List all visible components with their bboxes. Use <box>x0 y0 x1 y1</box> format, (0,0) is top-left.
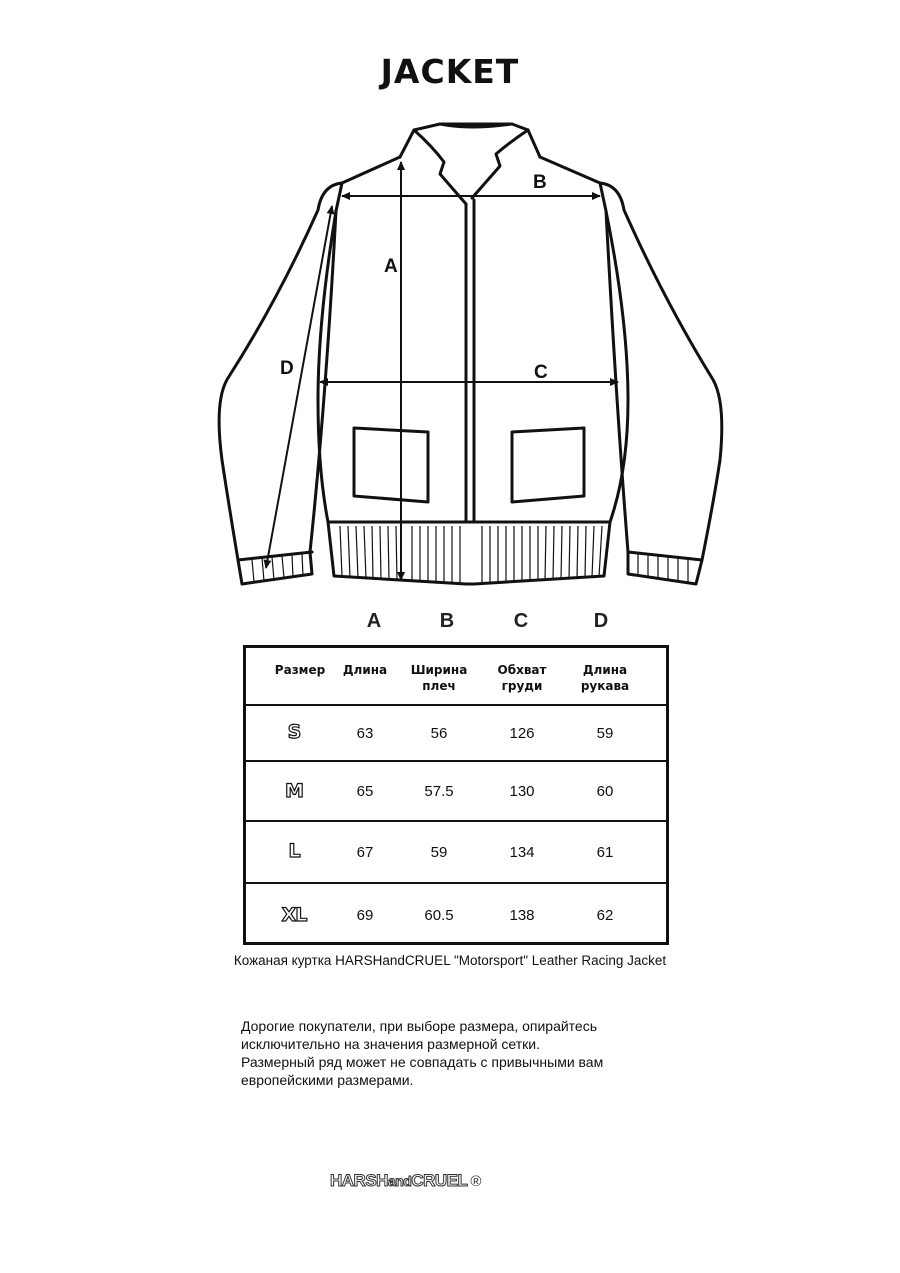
size-label: M <box>285 780 303 802</box>
header-shoulder: Ширина плеч <box>410 663 468 693</box>
column-letter-b: B <box>439 610 455 632</box>
value-sleeve: 59 <box>596 725 614 742</box>
value-length: 69 <box>356 907 374 924</box>
table-row <box>246 704 666 762</box>
table-row <box>246 882 666 944</box>
notice-line: Дорогие покупатели, при выборе размера, опирайтесь <box>241 1018 598 1034</box>
dimension-label-a: A <box>384 256 398 277</box>
table-row <box>246 820 666 884</box>
value-shoulder: 60.5 <box>424 907 454 924</box>
column-letter-a: A <box>366 610 382 632</box>
header-size: Размер <box>274 663 326 677</box>
value-shoulder: 57.5 <box>424 783 454 800</box>
notice-line: исключительно на значения размерной сетки. <box>241 1036 540 1052</box>
value-sleeve: 61 <box>596 844 614 861</box>
brand-part-cruel: CRUEL <box>411 1171 468 1190</box>
page-title: JACKET <box>380 52 520 91</box>
value-chest: 138 <box>509 907 535 924</box>
jacket-outline <box>219 124 722 584</box>
value-chest: 130 <box>509 783 535 800</box>
column-letter-d: D <box>593 610 609 632</box>
dimension-label-d: D <box>280 358 294 379</box>
column-letter-c: C <box>513 610 529 632</box>
dimension-label-c: C <box>534 362 548 383</box>
value-chest: 134 <box>509 844 535 861</box>
header-chest: Обхват груди <box>497 663 547 693</box>
size-label: XL <box>281 904 307 926</box>
header-length: Длина <box>342 663 388 677</box>
size-table <box>243 645 669 945</box>
header-sleeve: Длина рукава <box>580 663 630 693</box>
cuff-ribbing <box>252 553 688 582</box>
value-length: 65 <box>356 783 374 800</box>
arrow-d <box>266 206 332 568</box>
jacket-illustration <box>0 0 900 600</box>
waistband-ribbing <box>340 526 602 584</box>
size-label: S <box>287 721 301 743</box>
value-length: 63 <box>356 725 374 742</box>
column-letters <box>0 610 900 640</box>
value-length: 67 <box>356 844 374 861</box>
registered-mark: ® <box>470 1173 481 1190</box>
brand-logo <box>330 1171 481 1191</box>
value-sleeve: 62 <box>596 907 614 924</box>
value-shoulder: 59 <box>430 844 448 861</box>
value-shoulder: 56 <box>430 725 448 742</box>
table-row <box>246 760 666 822</box>
brand-part-harsh: HARSH <box>330 1171 388 1190</box>
notice-line: Размерный ряд может не совпадать с привычными вам <box>241 1054 604 1070</box>
dimension-label-b: B <box>533 172 547 193</box>
product-caption: Кожаная куртка HARSHandCRUEL "Motorsport" Leather Racing Jacket <box>233 953 667 968</box>
value-chest: 126 <box>509 725 535 742</box>
table-header-row <box>246 648 666 706</box>
size-label: L <box>288 840 300 862</box>
notice-line: европейскими размерами. <box>241 1072 414 1088</box>
brand-part-and: and <box>387 1173 412 1189</box>
size-notice <box>241 1017 681 1089</box>
value-sleeve: 60 <box>596 783 614 800</box>
